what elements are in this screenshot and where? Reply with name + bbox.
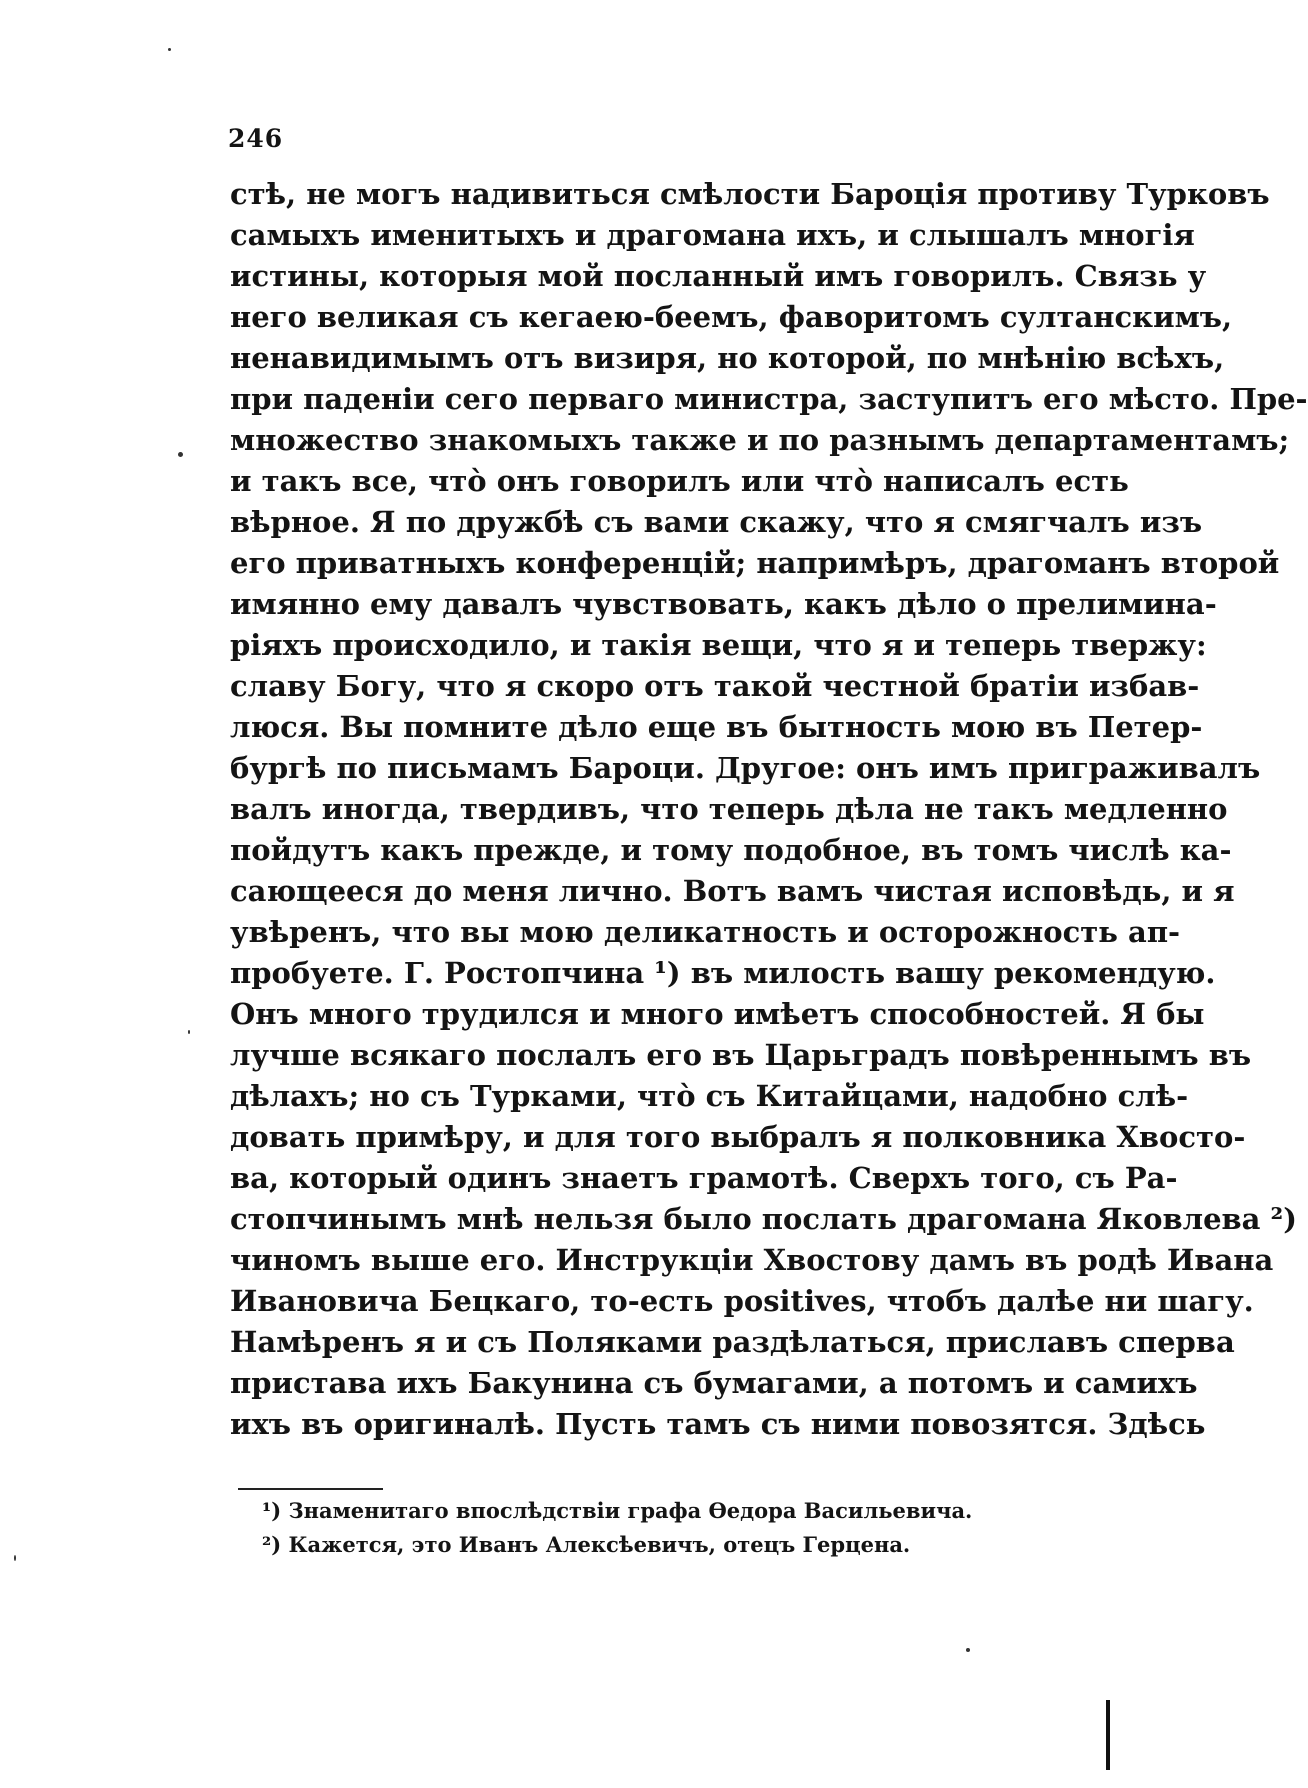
text-line: довать примѣру, и для того выбралъ я полковника Хвосто- (230, 1120, 1246, 1154)
text-line: пойдутъ какъ прежде, и тому подобное, въ томъ числѣ ка- (230, 833, 1232, 867)
scan-speck (178, 452, 183, 457)
text-line: самыхъ именитыхъ и драгомана ихъ, и слышалъ многія (230, 218, 1195, 252)
text-line: имянно ему давалъ чувствовать, какъ дѣло о прелимина- (230, 587, 1217, 621)
text-line: валъ иногда, твердивъ, что теперь дѣла не такъ медленно (230, 792, 1228, 826)
scan-speck (966, 1648, 970, 1652)
text-line: множество знакомыхъ также и по разнымъ департаментамъ; (230, 423, 1290, 457)
footnote: ²) Кажется, это Иванъ Алексѣевичъ, отецъ Герцена. (262, 1532, 911, 1557)
text-line: Ивановича Бецкаго, то-есть positives, чтобъ далѣе ни шагу. (230, 1284, 1254, 1318)
text-line: чиномъ выше его. Инструкціи Хвостову дамъ въ родѣ Ивана (230, 1243, 1274, 1277)
text-line: при паденіи сего перваго министра, заступитъ его мѣсто. Пре- (230, 382, 1308, 416)
text-line: Намѣренъ я и съ Поляками раздѣлаться, приславъ сперва (230, 1325, 1235, 1359)
text-line: и такъ все, что̀ онъ говорилъ или что̀ написалъ есть (230, 464, 1129, 498)
text-line: увѣренъ, что вы мою деликатность и осторожность ап- (230, 915, 1181, 949)
text-line: пристава ихъ Бакунина съ бумагами, а потомъ и самихъ (230, 1366, 1198, 1400)
text-line: Онъ много трудился и много имѣетъ способностей. Я бы (230, 997, 1205, 1031)
text-line: стопчинымъ мнѣ нельзя было послать драгомана Яковлева ²) (230, 1202, 1297, 1236)
page-number: 246 (228, 124, 284, 153)
text-line: люся. Вы помните дѣло еще въ бытность мою въ Петер- (230, 710, 1203, 744)
text-line: бургѣ по письмамъ Бароци. Другое: онъ имъ приграживалъ (230, 751, 1261, 785)
text-line: его приватныхъ конференцій; напримѣръ, драгоманъ второй (230, 546, 1280, 580)
text-line: стѣ, не могъ надивиться смѣлости Бароція противу Турковъ (230, 177, 1270, 211)
text-line: лучше всякаго послалъ его въ Царьградъ повѣреннымъ въ (230, 1038, 1252, 1072)
text-line: пробуете. Г. Ростопчина ¹) въ милость вашу рекомендую. (230, 956, 1216, 990)
text-line: дѣлахъ; но съ Турками, что̀ съ Китайцами, надобно слѣ- (230, 1079, 1189, 1113)
footnote: ¹) Знаменитаго впослѣдствіи графа Ѳедора Васильевича. (262, 1498, 973, 1523)
text-line: сающееся до меня лично. Вотъ вамъ чистая исповѣдь, и я (230, 874, 1235, 908)
footnotes (262, 1494, 972, 1562)
scan-speck (188, 1030, 190, 1034)
text-line: славу Богу, что я скоро отъ такой честной братіи избав- (230, 669, 1200, 703)
scan-speck (14, 1555, 16, 1561)
scan-speck (168, 48, 171, 51)
body-text (230, 174, 1308, 1445)
footnote-rule (238, 1488, 383, 1490)
page-edge-mark (1106, 1700, 1110, 1770)
text-line: вѣрное. Я по дружбѣ съ вами скажу, что я смягчалъ изъ (230, 505, 1203, 539)
text-line: ва, который одинъ знаетъ грамотѣ. Сверхъ того, съ Ра- (230, 1161, 1178, 1195)
text-line: ненавидимымъ отъ визиря, но которой, по мнѣнію всѣхъ, (230, 341, 1225, 375)
text-line: ріяхъ происходило, и такія вещи, что я и теперь твержу: (230, 628, 1207, 662)
text-line: него великая съ кегаею-беемъ, фаворитомъ султанскимъ, (230, 300, 1233, 334)
text-line: ихъ въ оригиналѣ. Пусть тамъ съ ними повозятся. Здѣсь (230, 1407, 1206, 1441)
text-line: истины, которыя мой посланный имъ говорилъ. Связь у (230, 259, 1207, 293)
